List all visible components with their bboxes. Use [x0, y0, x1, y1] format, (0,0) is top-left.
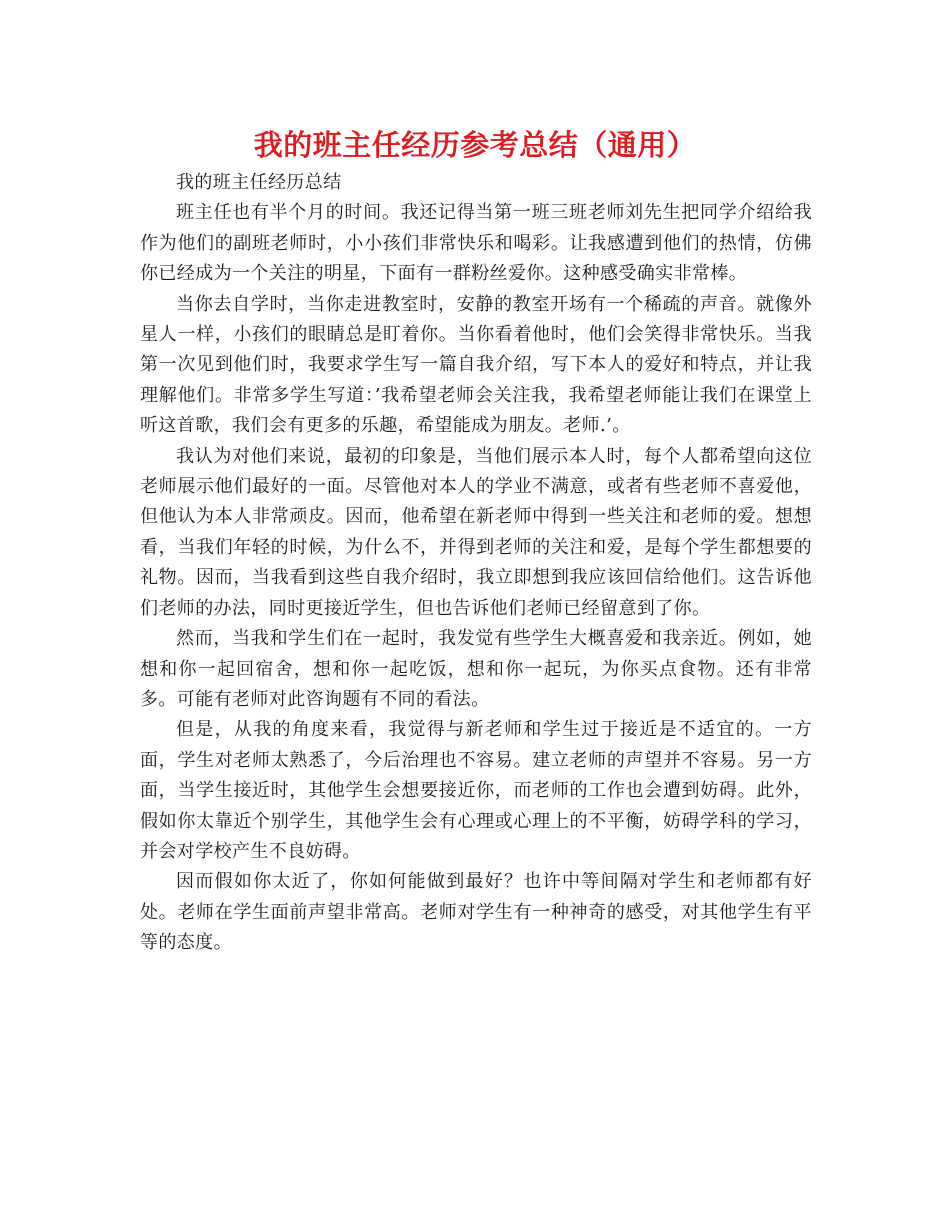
paragraph: 但是，从我的角度来看，我觉得与新老师和学生过于接近是不适宜的。一方面，学生对老师太熟悉了，今后治理也不容易。建立老师的声望并不容易。另一方面，当学生接近时，其他学生会想要接近你，而老师的工作也会遭到妨碍。此外，假如你太靠近个别学生，其他学生会有心理或心理上的不平衡，妨碍学科的学习，并会对学校产生不良妨碍。	[140, 719, 812, 862]
document-body	[140, 168, 812, 959]
paragraph: 当你去自学时，当你走进教室时，安静的教室开场有一个稀疏的声音。就像外星人一样，小孩们的眼睛总是盯着你。当你看着他时，他们会笑得非常快乐。当我第一次见到他们时，我要求学生写一篇自我介绍，写下本人的爱好和特点，并让我理解他们。非常多学生写道：’我希望老师会关注我，我希望老师能让我们在课堂上听这首歌，我们会有更多的乐趣，希望能成为朋友。老师.’。	[140, 293, 812, 437]
paragraph: 班主任也有半个月的时间。我还记得当第一班三班老师刘先生把同学介绍给我作为他们的副班老师时，小小孩们非常快乐和喝彩。让我感遭到他们的热情，仿佛你已经成为一个关注的明星，下面有一群粉丝爱你。这种感受确实非常棒。	[140, 202, 812, 285]
paragraph: 因而假如你太近了，你如何能做到最好？也许中等间隔对学生和老师都有好处。老师在学生面前声望非常高。老师对学生有一种神奇的感受，对其他学生有平等的态度。	[140, 871, 812, 954]
document-title: 我的班主任经历参考总结（通用）	[253, 128, 697, 162]
paragraph-subtitle: 我的班主任经历总结	[176, 172, 342, 193]
paragraph: 然而，当我和学生们在一起时，我发觉有些学生大概喜爱和我亲近。例如，她想和你一起回宿舍，想和你一起吃饭，想和你一起玩，为你买点食物。还有非常多。可能有老师对此咨询题有不同的看法。	[140, 628, 812, 710]
paragraph: 我认为对他们来说，最初的印象是，当他们展示本人时，每个人都希望向这位老师展示他们最好的一面。尽管他对本人的学业不满意，或者有些老师不喜爱他，但他认为本人非常顽皮。因而，他希望在新老师中得到一些关注和老师的爱。想想看，当我们年轻的时候，为什么不，并得到老师的关注和爱，是每个学生都想要的礼物。因而，当我看到这些自我介绍时，我立即想到我应该回信给他们。这告诉他们老师的办法，同时更接近学生，但也告诉他们老师已经留意到了你。	[140, 445, 812, 619]
